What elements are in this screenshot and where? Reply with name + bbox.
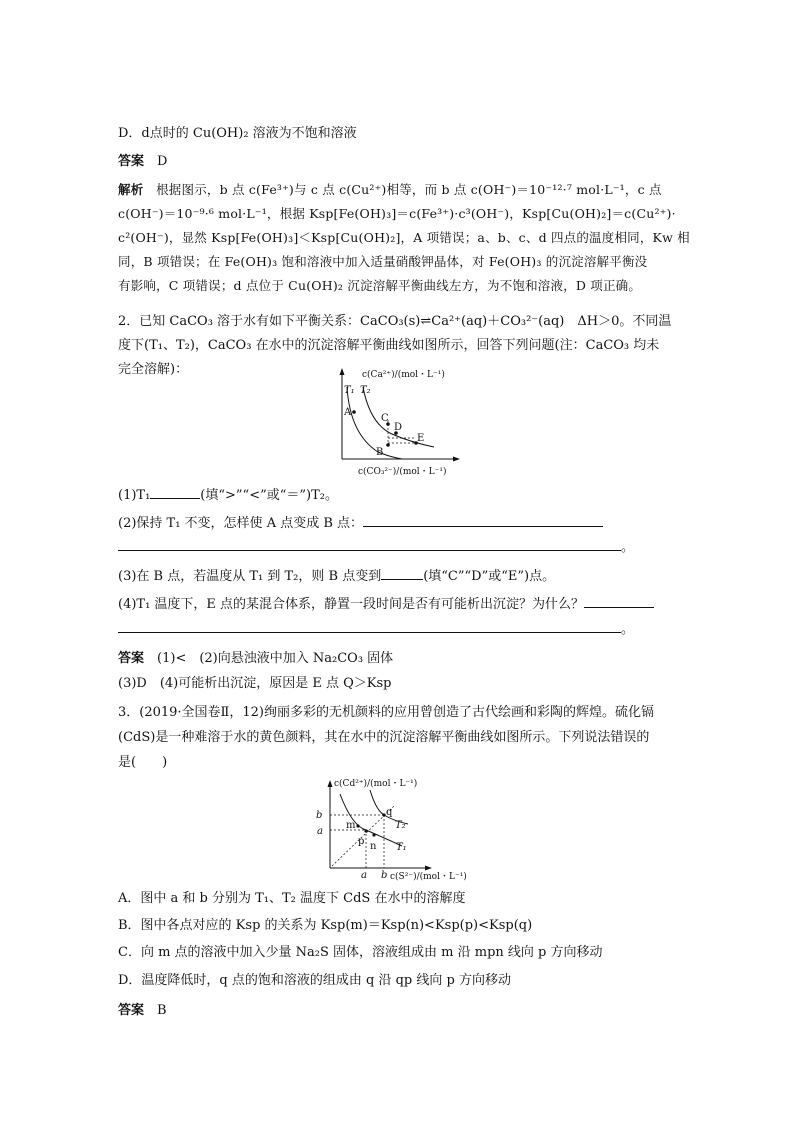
q2-answer-line-2: (3)D (4)可能析出沉淀，原因是 E 点 Q＞Ksp (118, 676, 392, 691)
q3-option-a: A．图中 a 和 b 分别为 T₁、T₂ 温度下 CdS 在水中的溶解度 (118, 891, 466, 906)
q1-analysis-line-5: 有影响，C 项错误；d 点位于 Cu(OH)₂ 沉淀溶解平衡曲线左方，为不饱和溶液，D 项正确。 (118, 278, 642, 293)
q3-stem-line-2: (CdS)是一种难溶于水的黄色颜料，其在水中的沉淀溶解平衡曲线如图所示。下列说法错误的 (118, 730, 650, 745)
q3-xlabel: c(S²⁻)/(mol・L⁻¹) (390, 872, 467, 882)
q3-option-b: B．图中各点对应的 Ksp 的关系为 Ksp(m)＝Ksp(n)<Ksp(p)<Ksp(q) (118, 918, 533, 933)
q2-sub3-blank[interactable] (381, 566, 423, 580)
q3-stem-line-1: 3．(2019·全国卷Ⅱ，12)绚丽多彩的无机颜料的应用曾创造了古代绘画和彩陶的辉煌。硫化镉 (118, 705, 655, 720)
q3-ytick-a: a (317, 826, 323, 837)
answer-value: D (157, 154, 168, 169)
q2-answer: 答案 (1)< (2)向悬浊液中加入 Na₂CO₃ 固体 (118, 651, 394, 666)
q1-option-d: D．d点时的 Cu(OH)₂ 溶液为不饱和溶液 (118, 126, 357, 141)
q3-curve-label-t2: T₂ (395, 820, 406, 831)
q2-figure (320, 364, 470, 479)
q2-ylabel: c(Ca²⁺)/(mol・L⁻¹) (362, 370, 445, 380)
q2-sub4: (4)T₁ 温度下，E 点的某混合体系，静置一段时间是否有可能析出沉淀？为什么？ (118, 594, 654, 614)
q3-ytick-b: b (316, 810, 323, 821)
answer-value: B (157, 1003, 167, 1018)
q2-sub2-blank[interactable] (363, 513, 603, 527)
q3-xtick-a: a (361, 870, 367, 881)
q3-ylabel: c(Cd²⁺)/(mol・L⁻¹) (334, 779, 418, 789)
q2-point-d: D (394, 422, 403, 433)
q3-point-n: n (370, 841, 377, 852)
answer-label: 答案 (118, 1003, 145, 1018)
q1-analysis-line-3: c²(OH⁻)，显然 Ksp[Fe(OH)₃]＜Ksp[Cu(OH)₂]，A 项错误；a、b、c、d 四点的温度相同，Kw 相 (118, 230, 690, 245)
analysis-label: 解析 (118, 182, 144, 197)
q3-option-d: D．温度降低时，q 点的饱和溶液的组成由 q 沿 qp 线向 p 方向移动 (118, 973, 511, 988)
q3-xtick-b: b (381, 870, 388, 881)
q1-analysis-line-1: 解析 根据图示，b 点 c(Fe³⁺)与 c 点 c(Cu²⁺)相等，而 b 点 c(OH⁻)＝10⁻¹²·⁷ mol·L⁻¹，c 点 (118, 182, 662, 197)
q3-point-m: m (346, 820, 356, 831)
q2-stem-line-2: 度下(T₁、T₂)，CaCO₃ 在水中的沉淀溶解平衡曲线如图所示，回答下列问题(注：CaCO₃ 均未 (118, 338, 660, 353)
q2-sub4-blank[interactable] (584, 594, 654, 608)
q2-xlabel: c(CO₃²⁻)/(mol・L⁻¹) (358, 467, 447, 477)
answer-label: 答案 (118, 651, 145, 666)
q2-point-e: E (417, 433, 425, 444)
q3-stem-line-3: 是( ) (118, 755, 168, 770)
q3-curve-label-t1: T₁ (396, 842, 407, 853)
q2-sub4-blank-2[interactable] (118, 619, 621, 633)
q3-answer (118, 1002, 167, 1020)
q2-point-b: B (376, 447, 384, 458)
q3-point-q: q (386, 807, 393, 818)
q2-curve-label-t2: T₂ (360, 385, 371, 396)
q2-point-c: C (381, 413, 389, 424)
q2-sub2-cont: 。 (118, 537, 634, 557)
q2-curve-label-t1: T₁ (344, 385, 355, 396)
q1-answer (118, 153, 167, 171)
q2-sub2: (2)保持 T₁ 不变，怎样使 A 点变成 B 点： (118, 513, 603, 533)
q2-stem-line-1: 2．已知 CaCO₃ 溶于水有如下平衡关系：CaCO₃(s)⇌Ca²⁺(aq)＋CO₃²⁻(aq) ΔH＞0。不同温 (118, 314, 672, 329)
q2-stem-line-3: 完全溶解)： (118, 362, 189, 377)
q1-analysis-line-4: 同，B 项错误；在 Fe(OH)₃ 饱和溶液中加入适量硝酸钾晶体，对 Fe(OH)₃ 的沉淀溶解平衡没 (118, 254, 648, 269)
q2-sub1: (1)T₁ (填“>”“<”或“＝”)T₂。 (118, 485, 338, 505)
q2-sub4-cont: 。 (118, 619, 634, 639)
q3-point-p: p (358, 836, 365, 847)
q2-sub2-blank-2[interactable] (118, 537, 621, 551)
q2-sub3: (3)在 B 点，若温度从 T₁ 到 T₂，则 B 点变到 (填“C”“D”或“E”)点。 (118, 566, 555, 586)
q2-sub1-blank[interactable] (150, 485, 200, 499)
answer-label: 答案 (118, 154, 145, 169)
q1-analysis-line-2: c(OH⁻)＝10⁻⁹·⁶ mol·L⁻¹，根据 Ksp[Fe(OH)₃]＝c(Fe³⁺)·c³(OH⁻)，Ksp[Cu(OH)₂]＝c(Cu²⁺)· (118, 206, 676, 221)
q3-option-c: C．向 m 点的溶液中加入少量 Na₂S 固体，溶液组成由 m 沿 mpn 线向 p 方向移动 (118, 945, 603, 960)
q3-figure (310, 776, 485, 884)
q2-point-a: A (344, 407, 352, 418)
